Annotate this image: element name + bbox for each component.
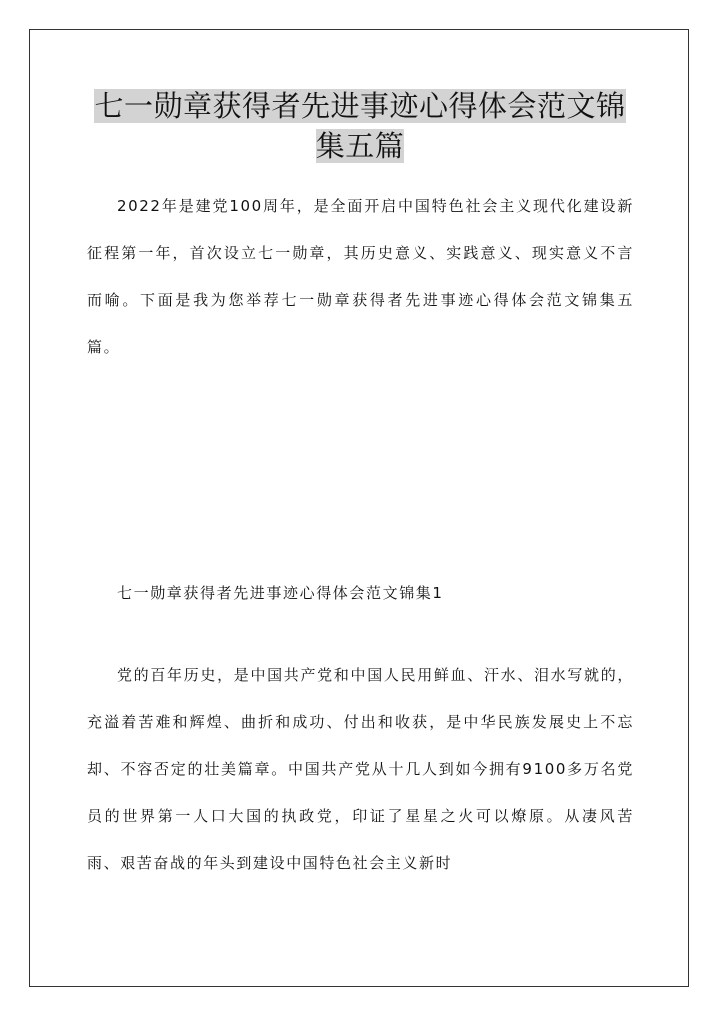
document-title-text: 七一勋章获得者先进事迹心得体会范文锦集五篇 — [94, 89, 626, 163]
section-heading: 七一勋章获得者先进事迹心得体会范文锦集1 — [117, 584, 444, 602]
document-title — [80, 86, 640, 166]
intro-paragraph: 2022年是建党100周年，是全面开启中国特色社会主义现代化建设新征程第一年，首次设立七一勋章，其历史意义、实践意义、现实意义不言而喻。下面是我为您举荐七一勋章获得者先进事迹心得体会范文锦集五篇。 — [87, 197, 634, 356]
section-body-paragraph: 党的百年历史，是中国共产党和中国人民用鲜血、汗水、泪水写就的，充溢着苦难和辉煌、曲折和成功、付出和收获，是中华民族发展史上不忘却、不容否定的壮美篇章。中国共产党从十几人到如今拥有9100多万名党员的世界第一人口大国的执政党，印证了星星之火可以燎原。从凄风苦雨、艰苦奋战的年头到建设中国特色社会主义新时 — [87, 666, 634, 872]
